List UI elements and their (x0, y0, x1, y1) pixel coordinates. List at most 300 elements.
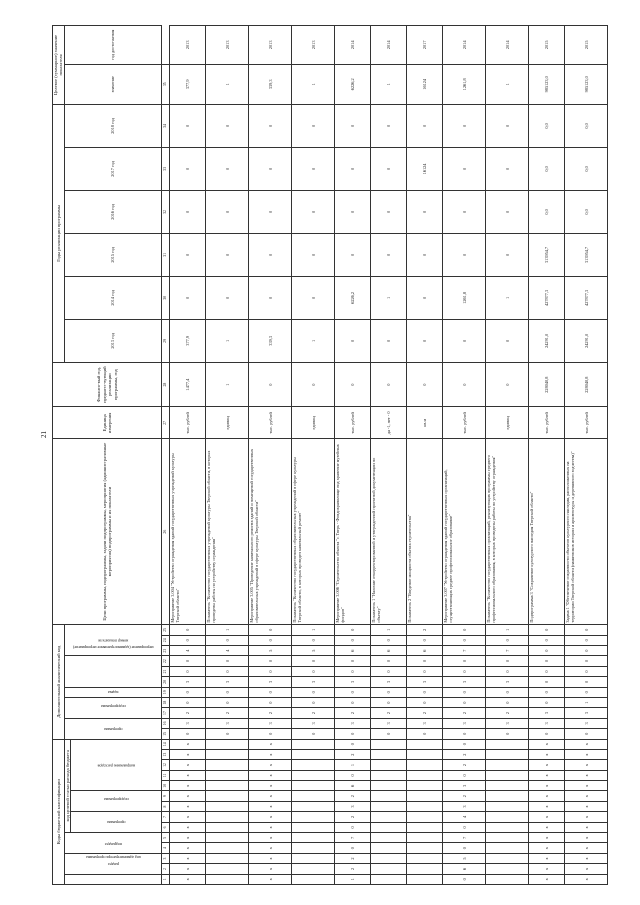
code-cell: х (565, 843, 608, 853)
target-value: 1 (486, 64, 529, 104)
code-cell: 0 (565, 666, 608, 676)
code-cell: 0 (292, 729, 335, 739)
row-unit: тыс. рублей (529, 407, 565, 439)
code-cell: 3 (335, 801, 371, 811)
code-cell: 0 (565, 656, 608, 666)
code-cell (371, 864, 407, 874)
code-cell: 3 (565, 718, 608, 728)
target-value: 377,9 (170, 64, 206, 104)
code-cell (371, 843, 407, 853)
code-cell: 0 (407, 635, 443, 645)
row-finance: 0 (335, 362, 371, 407)
header-admin-code: код администратора программы (64, 874, 161, 884)
code-cell: 0 (486, 697, 529, 707)
code-cell: 2 (292, 708, 335, 718)
header-program: программа (71, 812, 162, 833)
code-cell: х (249, 781, 292, 791)
code-cell (292, 833, 335, 843)
year-value: 0 (407, 104, 443, 147)
row-name: Мероприятие 3.006 "Строительство объекта "г. Тверь - Фондохранилище под хранение музейных фондов" (335, 439, 371, 625)
year-value: 1 (371, 276, 407, 319)
header-an-number: номер показателя (64, 625, 161, 656)
code-cell: 0 (529, 625, 565, 636)
year-value: 0 (292, 104, 335, 147)
program-table (52, 25, 608, 885)
column-number: 16 (162, 718, 170, 728)
year-value: 1 (292, 319, 335, 362)
code-cell: 0 (335, 656, 371, 666)
column-number: 7 (162, 812, 170, 822)
code-cell: х (249, 791, 292, 801)
code-cell: 0 (371, 697, 407, 707)
code-cell: х (565, 812, 608, 822)
code-cell: 0 (170, 697, 206, 707)
code-cell (292, 781, 335, 791)
code-cell (486, 843, 529, 853)
year-value: 0 (407, 276, 443, 319)
column-number: 32 (162, 190, 170, 233)
code-cell: 0 (292, 635, 335, 645)
code-cell (407, 760, 443, 770)
target-year: 2015 (529, 26, 565, 65)
year-value: 0,0 (565, 147, 608, 190)
code-cell: 0 (371, 666, 407, 676)
code-cell: х (170, 874, 206, 884)
year-value: 6226,2 (335, 276, 371, 319)
code-cell: х (249, 864, 292, 874)
target-year: 2013 (292, 26, 335, 65)
column-number: 25 (162, 625, 170, 636)
code-cell (486, 760, 529, 770)
row-finance: 228040,8 (565, 362, 608, 407)
table-row (249, 26, 292, 885)
row-finance: 228040,8 (529, 362, 565, 407)
code-cell: 0 (170, 666, 206, 676)
code-cell: 0 (249, 666, 292, 676)
code-cell: 2 (443, 791, 486, 801)
row-name: Мероприятие 3.004 "Устройство ограждения зданий государственных учреждений культуры Тверской области" (170, 439, 206, 625)
code-cell: 7 (443, 833, 486, 843)
code-cell (486, 791, 529, 801)
code-cell: х (170, 801, 206, 811)
code-cell: 0 (206, 656, 249, 666)
target-year: 2014 (335, 26, 371, 65)
code-cell: 0 (170, 635, 206, 645)
row-finance: 1477,4 (170, 362, 206, 407)
year-value: 0 (486, 147, 529, 190)
target-year: 2014 (443, 26, 486, 65)
code-cell: 2 (335, 864, 371, 874)
code-cell: 3 (206, 718, 249, 728)
code-cell (371, 749, 407, 759)
target-year: 2014 (486, 26, 529, 65)
year-value: 0 (206, 276, 249, 319)
code-cell: 0 (443, 697, 486, 707)
row-unit: тыс. рублей (565, 407, 608, 439)
column-number: 9 (162, 791, 170, 801)
header-year-2014: 2014 год (64, 276, 161, 319)
target-year: 2013 (206, 26, 249, 65)
year-value: 0 (335, 233, 371, 276)
code-cell: х (529, 864, 565, 874)
year-value: 0 (206, 190, 249, 233)
code-cell (486, 770, 529, 780)
code-cell: 0 (292, 666, 335, 676)
header-unit: Единица измерения (53, 407, 162, 439)
code-cell: х (170, 812, 206, 822)
row-name: Показатель "Количество государственных учреждений культуры Тверской области, в которых проведены работы по устройству ограждения" (206, 439, 249, 625)
header-year-2013: 2013 год (64, 319, 161, 362)
code-cell: 0 (443, 822, 486, 832)
code-cell: х (170, 853, 206, 863)
code-cell: 0 (486, 666, 529, 676)
code-cell: 0 (443, 656, 486, 666)
header-target-article: код целевой статьи расхода бюджета (64, 739, 70, 833)
header-target: Целевое (суммарное) значение показателя (53, 26, 65, 105)
column-number: 20 (162, 677, 170, 687)
code-cell: 0 (206, 635, 249, 645)
year-value: 0 (407, 319, 443, 362)
year-value: 0 (486, 319, 529, 362)
code-cell: 0 (565, 625, 608, 636)
row-name: Задача 1 "Обеспечение сохранности объектов культурного наследия, расположенных на территории Тверской области (памятников истории и архитектуры и деревянного зодчества)" (565, 439, 608, 625)
code-cell: 0 (529, 666, 565, 676)
code-cell: 0 (170, 656, 206, 666)
code-cell: 0 (443, 739, 486, 749)
row-unit: единиц (292, 407, 335, 439)
code-cell: х (529, 760, 565, 770)
year-value: 0 (371, 319, 407, 362)
header-an-task: задача (64, 687, 161, 697)
code-cell: 0 (206, 666, 249, 676)
year-value: 0 (292, 190, 335, 233)
year-value: 0 (486, 190, 529, 233)
code-cell: 6 (335, 781, 371, 791)
year-value: 0 (206, 147, 249, 190)
row-finance: 0 (443, 362, 486, 407)
year-value: 1 (486, 276, 529, 319)
code-cell: 0 (335, 697, 371, 707)
code-cell (206, 770, 249, 780)
code-cell: 0 (371, 635, 407, 645)
table-row (206, 26, 249, 885)
code-cell: 3 (486, 677, 529, 687)
column-number: 18 (162, 697, 170, 707)
code-cell: 0 (249, 697, 292, 707)
year-value: 1 (206, 319, 249, 362)
year-value: 339,3 (249, 319, 292, 362)
code-cell: 0 (443, 687, 486, 697)
header-analytic: Дополнительный аналитический код (53, 625, 65, 739)
header-goals: Цели программы, подпрограммы, задачи подпрограммы, мероприятия (административные мероприятия) подпрограммы и их показатели (53, 439, 162, 625)
code-cell: 0 (565, 677, 608, 687)
table-row (170, 26, 206, 885)
column-number: 14 (162, 739, 170, 749)
code-cell: 2 (335, 749, 371, 759)
code-cell: х (249, 833, 292, 843)
row-name: Показатель 2 "Введение мощности объекта строительства" (407, 439, 443, 625)
code-cell: 6 (443, 864, 486, 874)
code-cell: 0 (335, 739, 371, 749)
code-cell: х (529, 812, 565, 822)
code-cell (371, 853, 407, 863)
code-cell (206, 833, 249, 843)
code-cell (292, 874, 335, 884)
column-number: 4 (162, 843, 170, 853)
header-year-2018: 2018 год (64, 104, 161, 147)
code-cell: 3 (335, 677, 371, 687)
target-year: 2013 (170, 26, 206, 65)
year-value: 0,0 (529, 104, 565, 147)
row-finance: 0 (292, 362, 335, 407)
code-cell: х (529, 853, 565, 863)
header-subprogram: подпрограмма (71, 791, 162, 812)
code-cell: х (170, 739, 206, 749)
code-cell: 6 (371, 646, 407, 656)
code-cell: 0 (249, 656, 292, 666)
year-value: 0 (292, 147, 335, 190)
code-cell: 0 (565, 646, 608, 656)
code-cell: 0 (206, 687, 249, 697)
target-value: 1 (206, 64, 249, 104)
column-number: 29 (162, 319, 170, 362)
code-cell: 0 (529, 635, 565, 645)
code-cell (486, 822, 529, 832)
code-cell: х (170, 781, 206, 791)
code-cell (206, 791, 249, 801)
code-cell: х (249, 770, 292, 780)
code-cell: х (170, 760, 206, 770)
header-years: Годы реализации программы (53, 104, 65, 362)
year-value: 24291,0 (565, 319, 608, 362)
code-cell: 0 (407, 697, 443, 707)
header-direction: направление расходов (71, 739, 162, 791)
code-cell: 2 (371, 708, 407, 718)
column-number: 33 (162, 147, 170, 190)
column-number: 6 (162, 822, 170, 832)
column-number: 19 (162, 687, 170, 697)
target-year: 2014 (371, 26, 407, 65)
code-cell: 0 (292, 656, 335, 666)
code-cell: 0 (335, 729, 371, 739)
code-cell: 0 (335, 625, 371, 636)
year-value: 0 (371, 233, 407, 276)
header-year-2016: 2016 год (64, 190, 161, 233)
code-cell: 3 (249, 677, 292, 687)
code-cell: 5 (443, 853, 486, 863)
table-row (529, 26, 565, 885)
column-number: 27 (162, 407, 170, 439)
code-cell (292, 770, 335, 780)
code-cell: 7 (486, 646, 529, 656)
code-cell: х (565, 770, 608, 780)
code-cell: 2 (335, 791, 371, 801)
code-cell: 3 (565, 708, 608, 718)
code-cell: 3 (335, 718, 371, 728)
code-cell (486, 874, 529, 884)
row-name: Подпрограмма 3 "Сохранение культурного наследия Тверской области" (529, 439, 565, 625)
year-value: 0 (206, 104, 249, 147)
code-cell (407, 864, 443, 874)
code-cell: 0 (249, 729, 292, 739)
code-cell: 2 (335, 853, 371, 863)
code-cell: 0 (443, 770, 486, 780)
header-budget-class: Коды бюджетной классификации (53, 739, 65, 884)
code-cell (407, 791, 443, 801)
year-value: 0 (170, 147, 206, 190)
year-value: 0 (443, 147, 486, 190)
column-number: 35 (162, 64, 170, 104)
code-cell (371, 833, 407, 843)
code-cell (371, 770, 407, 780)
code-cell: 3 (170, 718, 206, 728)
code-cell: 0 (292, 697, 335, 707)
code-cell: х (529, 822, 565, 832)
code-cell (407, 749, 443, 759)
header-year-reach: год дости-жения (64, 26, 161, 65)
code-cell (206, 812, 249, 822)
code-cell: 4 (443, 812, 486, 822)
code-cell: 0 (371, 656, 407, 666)
code-cell (292, 812, 335, 822)
code-cell: 7 (443, 646, 486, 656)
code-cell: х (565, 791, 608, 801)
year-value: 377,9 (170, 319, 206, 362)
target-value: 985123,0 (529, 64, 565, 104)
column-number: 17 (162, 708, 170, 718)
year-value: 313954,7 (565, 233, 608, 276)
page-number: 21 (40, 431, 48, 438)
target-year: 2013 (249, 26, 292, 65)
code-cell: 1 (565, 697, 608, 707)
column-number: 28 (162, 362, 170, 407)
target-value: 339,3 (249, 64, 292, 104)
code-cell: х (529, 770, 565, 780)
code-cell: 0 (443, 874, 486, 884)
code-cell: 0 (292, 687, 335, 697)
code-cell: 0 (443, 729, 486, 739)
code-cell: х (529, 833, 565, 843)
year-value: 0 (249, 276, 292, 319)
row-unit: тыс. рублей (170, 407, 206, 439)
code-cell: 2 (443, 749, 486, 759)
code-cell: х (529, 843, 565, 853)
code-cell: 0 (529, 697, 565, 707)
column-number: 13 (162, 749, 170, 759)
code-cell: 3 (407, 718, 443, 728)
code-cell (371, 791, 407, 801)
code-cell: 0 (170, 625, 206, 636)
year-value: 0 (371, 104, 407, 147)
column-number: 31 (162, 233, 170, 276)
column-number: 3 (162, 853, 170, 863)
code-cell: 0 (371, 687, 407, 697)
code-cell: 2 (335, 812, 371, 822)
code-cell: 0 (486, 635, 529, 645)
code-cell (371, 781, 407, 791)
code-cell: 0 (565, 635, 608, 645)
code-cell: 3 (292, 677, 335, 687)
code-cell: х (170, 770, 206, 780)
code-cell: 0 (486, 729, 529, 739)
code-cell: х (565, 749, 608, 759)
code-cell: х (170, 791, 206, 801)
code-cell (371, 801, 407, 811)
code-cell: х (529, 781, 565, 791)
code-cell: 0 (335, 666, 371, 676)
year-value: 0 (170, 276, 206, 319)
code-cell (371, 874, 407, 884)
year-value: 0 (335, 190, 371, 233)
column-number: 22 (162, 656, 170, 666)
code-cell: х (529, 739, 565, 749)
year-value: 0 (407, 190, 443, 233)
column-number: 11 (162, 770, 170, 780)
code-cell: 2 (170, 708, 206, 718)
row-finance: 0 (371, 362, 407, 407)
target-year: 2017 (407, 26, 443, 65)
code-cell (371, 822, 407, 832)
code-cell: 0 (529, 677, 565, 687)
code-cell: 1 (206, 625, 249, 636)
header-an-program: программа (64, 718, 161, 739)
row-unit: тыс. рублей (443, 407, 486, 439)
code-cell: 0 (335, 635, 371, 645)
code-cell (407, 843, 443, 853)
code-cell: х (565, 864, 608, 874)
code-cell (371, 760, 407, 770)
column-number: 30 (162, 276, 170, 319)
code-cell: х (529, 801, 565, 811)
year-value: 427877,3 (565, 276, 608, 319)
row-unit: тыс. рублей (249, 407, 292, 439)
table-row (486, 26, 529, 885)
table-row (292, 26, 335, 885)
code-cell (407, 853, 443, 863)
column-number: 21 (162, 666, 170, 676)
target-value: 985123,0 (565, 64, 608, 104)
code-cell: х (249, 853, 292, 863)
code-cell: х (565, 760, 608, 770)
table-row (371, 26, 407, 885)
row-finance: 1 (206, 362, 249, 407)
year-value: 0 (249, 104, 292, 147)
year-value: 0 (443, 233, 486, 276)
year-value: 0,0 (529, 190, 565, 233)
code-cell (371, 739, 407, 749)
header-value: значение (64, 64, 161, 104)
code-cell: 0 (335, 822, 371, 832)
code-cell: 1 (292, 625, 335, 636)
code-cell: 0 (249, 635, 292, 645)
code-cell: 0 (443, 843, 486, 853)
code-cell: 0 (565, 687, 608, 697)
code-cell (206, 853, 249, 863)
code-cell (206, 864, 249, 874)
code-cell: х (529, 749, 565, 759)
target-value: 1261,8 (443, 64, 486, 104)
code-cell (206, 781, 249, 791)
code-cell: 2 (443, 708, 486, 718)
target-value: 16124 (407, 64, 443, 104)
code-cell: 0 (335, 687, 371, 697)
code-cell: х (565, 739, 608, 749)
header-subsection: подраздел (64, 833, 161, 854)
code-cell: х (249, 801, 292, 811)
code-cell (292, 749, 335, 759)
year-value: 0 (170, 190, 206, 233)
row-unit: кв.м (407, 407, 443, 439)
